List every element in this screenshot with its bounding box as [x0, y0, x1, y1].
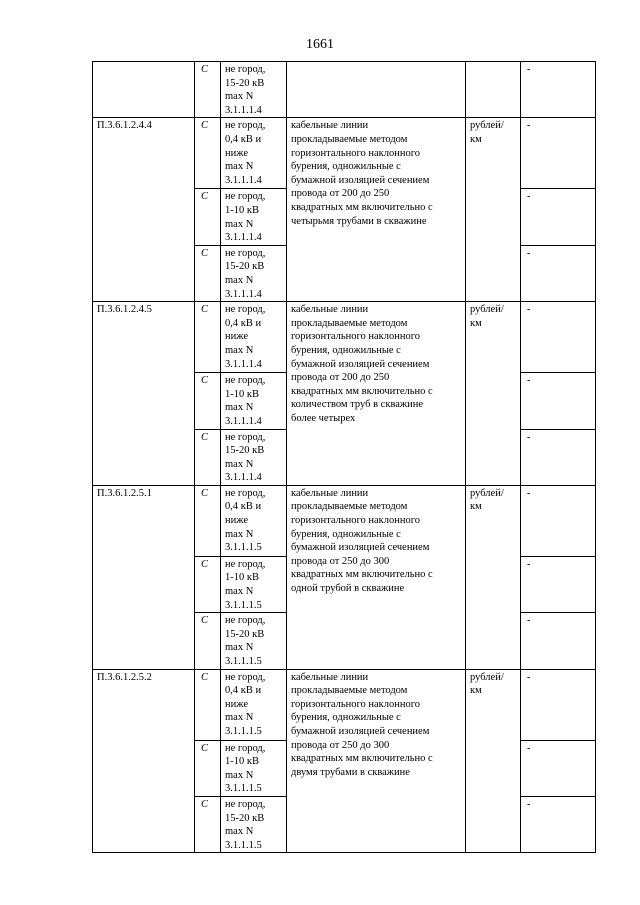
value-cell: -: [521, 485, 596, 556]
category-letter: С: [195, 373, 221, 429]
condition-line: max N: [225, 826, 254, 838]
description-line: бурения, одножильные с: [291, 712, 401, 724]
condition-line: 3.1.1.1.4: [225, 472, 262, 484]
description-cell: [287, 485, 466, 669]
condition-line: не город,: [225, 64, 266, 75]
condition-line: max N: [225, 274, 254, 286]
unit-cell: [466, 302, 521, 486]
condition-line: 3.1.1.1.5: [225, 542, 262, 554]
value-cell: -: [521, 797, 596, 853]
condition-line: не город,: [225, 431, 266, 443]
description-line: бумажной изоляцией сечением: [291, 174, 430, 186]
description-line: кабельные линии: [291, 487, 369, 499]
description-line: провода от 200 до 250: [291, 188, 390, 200]
condition-line: ниже: [225, 515, 249, 527]
condition-line: max N: [225, 344, 254, 356]
condition-line: 3.1.1.1.5: [225, 599, 262, 611]
value-cell: -: [521, 556, 596, 612]
unit-cell: [466, 485, 521, 669]
condition-line: не город,: [225, 671, 266, 683]
condition-line: 0,4 кВ и: [225, 501, 262, 513]
description-line: двумя трубами в скважине: [291, 766, 410, 778]
condition-cell: [221, 429, 287, 485]
condition-line: не город,: [225, 558, 266, 570]
value-cell: -: [521, 62, 596, 118]
condition-line: не город,: [225, 742, 266, 754]
condition-line: 15-20 кВ: [225, 261, 265, 273]
description-line: квадратных мм включительно с: [291, 753, 433, 765]
description-line: провода от 250 до 300: [291, 739, 390, 751]
value-cell: -: [521, 189, 596, 245]
value-cell: -: [521, 373, 596, 429]
description-line: прокладываемые методом: [291, 501, 408, 513]
unit-line: км: [470, 317, 482, 329]
condition-line: max N: [225, 161, 254, 173]
description-line: кабельные линии: [291, 120, 369, 132]
condition-line: max N: [225, 586, 254, 598]
category-letter: С: [195, 485, 221, 556]
condition-cell: [221, 613, 287, 669]
condition-line: 3.1.1.1.4: [225, 174, 262, 186]
description-line: одной трубой в скважине: [291, 583, 405, 595]
description-line: квадратных мм включительно с: [291, 385, 433, 397]
item-code: П.3.6.1.2.4.5: [93, 302, 195, 486]
page-number: 1661: [306, 37, 334, 52]
category-letter: С: [195, 797, 221, 853]
condition-line: 3.1.1.1.4: [225, 358, 262, 370]
unit-line: рублей/: [470, 304, 504, 316]
table-row: [93, 302, 596, 373]
condition-cell: [221, 245, 287, 301]
description-line: более четырех: [291, 412, 356, 424]
condition-line: не город,: [225, 799, 266, 810]
condition-line: 3.1.1.1.5: [225, 656, 262, 668]
description-cell: [287, 669, 466, 853]
description-cell: [287, 62, 466, 118]
condition-cell: [221, 797, 287, 853]
condition-line: 1-10 кВ: [225, 388, 259, 400]
condition-line: не город,: [225, 304, 266, 316]
description-line: бумажной изоляцией сечением: [291, 726, 430, 737]
description-line: четырьмя трубами в скважине: [291, 215, 427, 227]
unit-cell: [466, 62, 521, 118]
value-cell: -: [521, 302, 596, 373]
table-row: [93, 118, 596, 189]
unit-line: км: [470, 501, 482, 513]
description-line: бурения, одножильные с: [291, 528, 401, 540]
unit-line: рублей/: [470, 671, 504, 683]
condition-line: 15-20 кВ: [225, 445, 265, 457]
condition-line: 1-10 кВ: [225, 204, 259, 216]
description-line: провода от 200 до 250: [291, 372, 390, 384]
condition-line: не город,: [225, 615, 266, 627]
category-letter: С: [195, 62, 221, 118]
category-letter: С: [195, 245, 221, 301]
item-code: П.3.6.1.2.4.4: [93, 118, 195, 302]
condition-line: не город,: [225, 487, 266, 499]
description-line: бумажной изоляцией сечением: [291, 358, 430, 370]
category-letter: С: [195, 740, 221, 796]
condition-line: не город,: [225, 120, 266, 132]
category-letter: С: [195, 118, 221, 189]
table-row: [93, 485, 596, 556]
category-letter: С: [195, 669, 221, 740]
condition-cell: [221, 556, 287, 612]
condition-line: 15-20 кВ: [225, 628, 265, 640]
condition-line: ниже: [225, 698, 249, 710]
unit-line: рублей/: [470, 487, 504, 499]
condition-line: 0,4 кВ и: [225, 133, 262, 145]
value-cell: -: [521, 245, 596, 301]
description-line: прокладываемые методом: [291, 133, 408, 145]
category-letter: С: [195, 556, 221, 612]
condition-cell: [221, 740, 287, 796]
condition-line: 3.1.1.1.4: [225, 288, 262, 300]
value-cell: -: [521, 118, 596, 189]
description-line: квадратных мм включительно с: [291, 569, 433, 581]
condition-line: 0,4 кВ и: [225, 317, 262, 329]
condition-line: не город,: [225, 191, 266, 203]
condition-line: 3.1.1.1.5: [225, 726, 262, 737]
condition-line: max N: [225, 642, 254, 654]
table-row: [93, 669, 596, 740]
condition-line: не город,: [225, 247, 266, 259]
condition-line: max N: [225, 769, 254, 781]
category-letter: С: [195, 613, 221, 669]
item-code: П.3.6.1.2.5.1: [93, 485, 195, 669]
description-line: бурения, одножильные с: [291, 344, 401, 356]
condition-cell: [221, 485, 287, 556]
description-line: прокладываемые методом: [291, 685, 408, 697]
condition-line: 15-20 кВ: [225, 77, 265, 89]
unit-line: км: [470, 685, 482, 697]
description-line: кабельные линии: [291, 304, 369, 316]
condition-line: 3.1.1.1.4: [225, 104, 262, 116]
value-cell: -: [521, 613, 596, 669]
description-cell: [287, 302, 466, 486]
description-line: провода от 250 до 300: [291, 555, 390, 567]
condition-line: max N: [225, 218, 254, 230]
condition-cell: [221, 669, 287, 740]
condition-line: 3.1.1.1.4: [225, 232, 262, 244]
condition-line: 3.1.1.1.5: [225, 783, 262, 795]
condition-cell: [221, 118, 287, 189]
condition-line: не город,: [225, 375, 266, 387]
unit-cell: [466, 118, 521, 302]
description-line: количеством труб в скважине: [291, 399, 424, 411]
condition-cell: [221, 373, 287, 429]
value-cell: -: [521, 669, 596, 740]
description-line: горизонтального наклонного: [291, 147, 421, 159]
description-line: квадратных мм включительно с: [291, 201, 433, 213]
description-line: горизонтального наклонного: [291, 515, 421, 527]
unit-line: км: [470, 133, 482, 145]
condition-line: 1-10 кВ: [225, 756, 259, 768]
description-cell: [287, 118, 466, 302]
condition-line: 15-20 кВ: [225, 812, 265, 824]
category-letter: С: [195, 429, 221, 485]
condition-line: max N: [225, 91, 254, 103]
item-code: [93, 62, 195, 118]
table-row: [93, 62, 596, 118]
condition-line: max N: [225, 528, 254, 540]
item-code: П.3.6.1.2.5.2: [93, 669, 195, 853]
condition-cell: [221, 302, 287, 373]
condition-line: max N: [225, 402, 254, 414]
description-line: горизонтального наклонного: [291, 331, 421, 343]
value-cell: -: [521, 429, 596, 485]
description-line: бурения, одножильные с: [291, 161, 401, 173]
category-letter: С: [195, 302, 221, 373]
value-cell: -: [521, 740, 596, 796]
condition-line: ниже: [225, 147, 249, 159]
unit-line: рублей/: [470, 120, 504, 132]
condition-line: max N: [225, 712, 254, 724]
condition-line: 1-10 кВ: [225, 572, 259, 584]
condition-line: 0,4 кВ и: [225, 685, 262, 697]
table-body: [93, 62, 596, 853]
condition-line: ниже: [225, 331, 249, 343]
description-line: горизонтального наклонного: [291, 698, 421, 710]
condition-cell: [221, 62, 287, 118]
category-letter: С: [195, 189, 221, 245]
condition-line: 3.1.1.1.5: [225, 839, 262, 851]
condition-line: max N: [225, 458, 254, 470]
description-line: прокладываемые методом: [291, 317, 408, 329]
unit-cell: [466, 669, 521, 853]
description-line: кабельные линии: [291, 671, 369, 683]
condition-line: 3.1.1.1.4: [225, 415, 262, 427]
condition-cell: [221, 189, 287, 245]
description-line: бумажной изоляцией сечением: [291, 542, 430, 554]
tariff-table: [92, 61, 596, 853]
